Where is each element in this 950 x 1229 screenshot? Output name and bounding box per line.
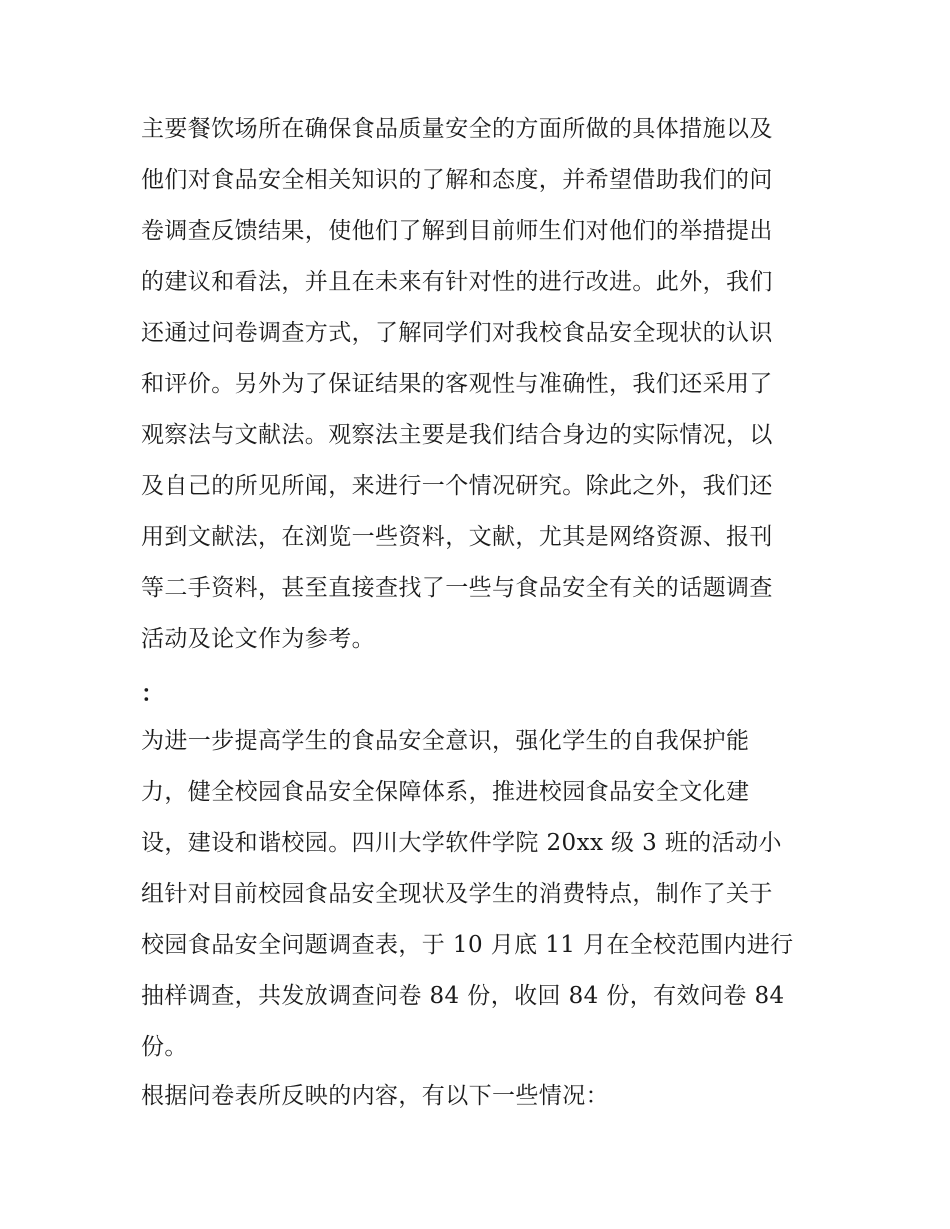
text-line: 份。	[141, 1034, 188, 1060]
text-line: 活动及论文作为参考。	[141, 626, 375, 652]
section-heading	[141, 668, 821, 719]
text-line: 还通过问卷调查方式，了解同学们对我校食品安全现状的认识	[141, 320, 773, 346]
paragraph-survey-methods	[141, 104, 821, 665]
text-line: 根据问卷表所反映的内容，有以下一些情况：	[141, 1083, 609, 1109]
paragraph-survey-background	[141, 716, 821, 1073]
text-line: 和评价。另外为了保证结果的客观性与准确性，我们还采用了	[141, 371, 773, 397]
text-line: 观察法与文献法。观察法主要是我们结合身边的实际情况，以	[141, 422, 773, 448]
text-line: 的建议和看法，并且在未来有针对性的进行改进。此外，我们	[141, 269, 773, 295]
paragraph-findings-intro	[141, 1071, 821, 1122]
text-line: 卷调查反馈结果，使他们了解到目前师生们对他们的举措提出	[141, 218, 773, 244]
text-line: 等二手资料，甚至直接查找了一些与食品安全有关的话题调查	[141, 575, 773, 601]
text-line: 设，建设和谐校园。四川大学软件学院 20xx 级 3 班的活动小	[141, 830, 782, 856]
text-line: 抽样调查，共发放调查问卷 84 份，收回 84 份，有效问卷 84	[141, 983, 785, 1009]
text-line: 组针对目前校园食品安全现状及学生的消费特点，制作了关于	[141, 881, 773, 907]
text-line: 主要餐饮场所在确保食品质量安全的方面所做的具体措施以及	[141, 116, 773, 142]
text-line: 及自己的所见所闻，来进行一个情况研究。除此之外，我们还	[141, 473, 773, 499]
text-line: ：	[141, 680, 165, 707]
text-line: 力，健全校园食品安全保障体系，推进校园食品安全文化建	[141, 779, 750, 805]
text-line: 校园食品安全问题调查表，于 10 月底 11 月在全校范围内进行	[141, 932, 794, 958]
text-line: 用到文献法，在浏览一些资料，文献，尤其是网络资源、报刊	[141, 524, 773, 550]
text-line: 为进一步提高学生的食品安全意识，强化学生的自我保护能	[141, 728, 750, 754]
text-line: 他们对食品安全相关知识的了解和态度，并希望借助我们的问	[141, 167, 773, 193]
